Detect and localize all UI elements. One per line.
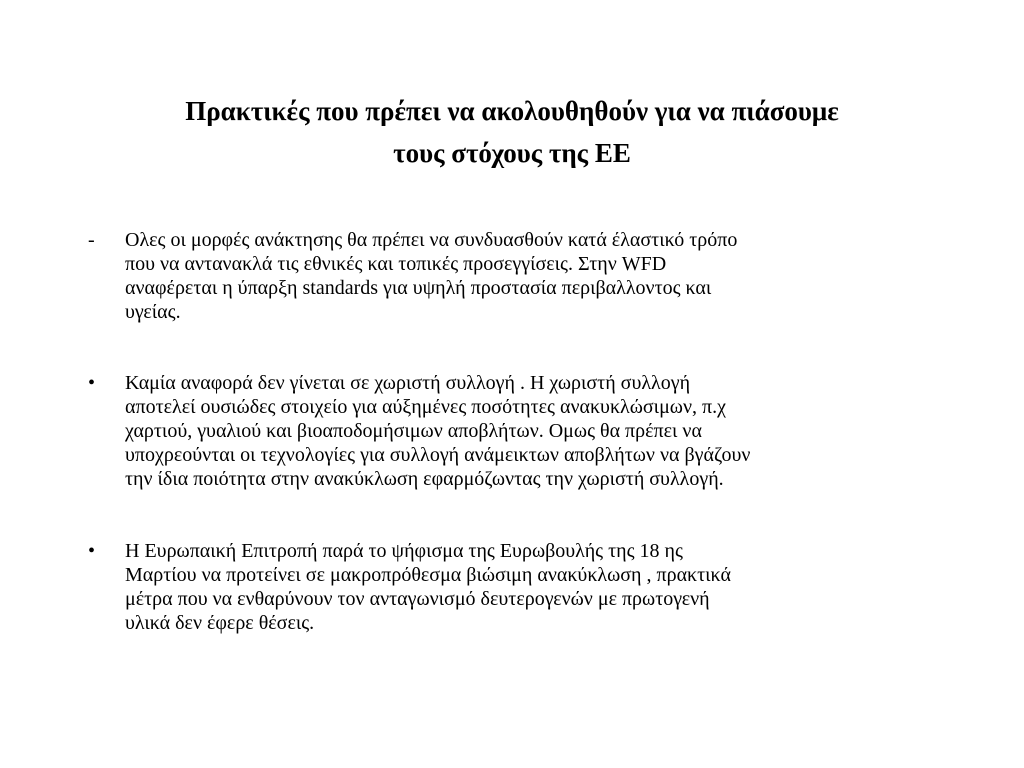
bullet-text-line: Η Ευρωπαική Επιτροπή παρά το ψήφισμα της Ευρωβουλής της 18 ης <box>125 540 683 562</box>
bullet-item <box>88 228 948 324</box>
bullet-text-line: την ίδια ποιότητα στην ανακύκλωση εφαρμόζωντας την χωριστή συλλογή. <box>125 468 724 490</box>
bullet-list <box>88 228 948 635</box>
bullet-text-line: Μαρτίου να προτείνει σε μακροπρόθεσμα βιώσιμη ανακύκλωση , πρακτικά <box>125 564 731 586</box>
bullet-dot-marker: • <box>88 540 96 562</box>
bullet-dot-marker: • <box>88 372 96 394</box>
bullet-item <box>88 539 948 635</box>
dash-marker: - <box>88 229 95 251</box>
slide-title <box>60 90 964 174</box>
bullet-text-line: υποχρεούνται οι τεχνολογίες για συλλογή ανάμεικτων αποβλήτων να βγάζουν <box>125 444 751 466</box>
bullet-text-line: υγείας. <box>125 301 181 323</box>
title-line: τους στόχους της ΕΕ <box>393 138 631 168</box>
bullet-item <box>88 371 948 491</box>
bullet-text-line: υλικά δεν έφερε θέσεις. <box>125 612 315 634</box>
bullet-text-line: Καμία αναφορά δεν γίνεται σε χωριστή συλλογή . Η χωριστή συλλογή <box>125 372 691 394</box>
title-line: Πρακτικές που πρέπει να ακολουθηθούν για να πιάσουμε <box>185 96 839 126</box>
bullet-text-line: χαρτιού, γυαλιού και βιοαποδομήσιμων αποβλήτων. Ομως θα πρέπει να <box>125 420 702 442</box>
bullet-text-line: αποτελεί ουσιώδες στοιχείο για αύξημένες ποσότητες ανακυκλώσιμων, π.χ <box>125 396 726 418</box>
bullet-text-line: μέτρα που να ενθαρύνουν τον ανταγωνισμό δευτερογενών με πρωτογενή <box>125 588 710 610</box>
bullet-text-line: αναφέρεται η ύπαρξη standards για υψηλή προστασία περιβαλλοντος και <box>125 277 712 299</box>
bullet-text-line: Ολες οι μορφές ανάκτησης θα πρέπει να συνδυασθούν κατά έλαστικό τρόπο <box>125 229 738 251</box>
bullet-text-line: που να αντανακλά τις εθνικές και τοπικές προσεγγίσεις. Στην WFD <box>125 253 667 275</box>
